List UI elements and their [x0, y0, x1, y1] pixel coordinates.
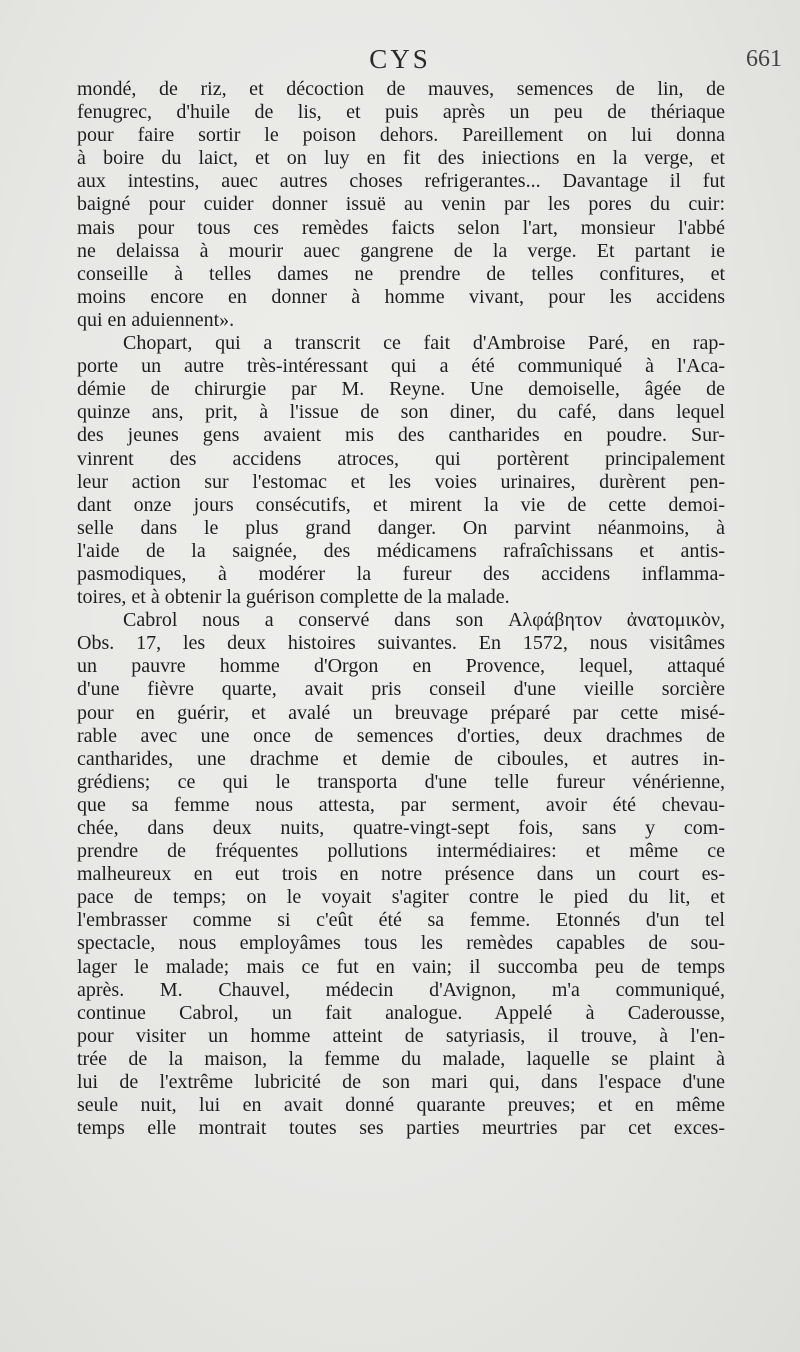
text-line: spectacle, nous employâmes tous les remèdes capables de sou- — [77, 932, 725, 955]
text-line: mondé, de riz, et décoction de mauves, semences de lin, de — [77, 78, 725, 100]
text-line: grédiens; ce qui le transporta d'une telle fureur vénérienne, — [77, 770, 725, 793]
text-line: continue Cabrol, un fait analogue. Appelé à Caderousse, — [77, 1001, 725, 1024]
text-line: fenugrec, d'huile de lis, et puis après un peu de thériaque — [77, 101, 725, 124]
text-line: lager le malade; mais ce fut en vain; il succomba peu de temps — [77, 955, 725, 978]
text-line: un pauvre homme d'Orgon en Provence, lequel, attaqué — [77, 655, 725, 678]
running-head: CYS — [369, 44, 431, 74]
text-line: Cabrol nous a conservé dans son Αλφάβητον ἀνατομικὸν, — [123, 609, 725, 632]
text-line: selle dans le plus grand danger. On parvint néanmoins, à — [77, 516, 725, 539]
text-line: pasmodiques, à modérer la fureur des accidens inflamma- — [77, 562, 725, 585]
text-line: pour en guérir, et avalé un breuvage préparé par cette misé- — [77, 701, 725, 724]
text-line: toires, et à obtenir la guérison complette de la malade. — [77, 586, 510, 609]
text-line: pace de temps; on le voyait s'agiter contre le pied du lit, et — [77, 886, 725, 909]
text-line: moins encore en donner à homme vivant, pour les accidens — [77, 285, 725, 308]
text-line: aux intestins, auec autres choses refrigerantes... Davantage il fut — [77, 170, 725, 193]
text-line: porte un autre très-intéressant qui a été communiqué à l'Aca- — [77, 355, 725, 378]
page-header — [0, 44, 800, 78]
text-line: des jeunes gens avaient mis des cantharides en poudre. Sur- — [77, 424, 725, 447]
text-line: que sa femme nous attesta, par serment, avoir été chevau- — [77, 793, 725, 816]
text-line: démie de chirurgie par M. Reyne. Une demoiselle, âgée de — [77, 378, 725, 401]
text-line: dant onze jours consécutifs, et mirent la vie de cette demoi- — [77, 493, 725, 516]
text-line: vinrent des accidens atroces, qui portèrent principalement — [77, 447, 725, 470]
text-line: baigné pour cuider donner issuë au venin par les pores du cuir: — [77, 193, 725, 216]
text-line: mais pour tous ces remèdes faicts selon l'art, monsieur l'abbé — [77, 216, 725, 239]
text-line: seule nuit, lui en avait donné quarante preuves; et en même — [77, 1094, 725, 1117]
text-line: rable avec une once de semences d'orties, deux drachmes de — [77, 724, 725, 747]
page-number: 661 — [746, 46, 782, 72]
text-line: chée, dans deux nuits, quatre-vingt-sept fois, sans y com- — [77, 817, 725, 839]
text-line: pour visiter un homme atteint de satyriasis, il trouve, à l'en- — [77, 1024, 725, 1047]
text-line: trée de la maison, la femme du malade, laquelle se plaint à — [77, 1047, 725, 1070]
text-line: quinze ans, prit, à l'issue de son diner, du café, dans lequel — [77, 401, 725, 424]
text-line: d'une fièvre quarte, avait pris conseil d'une vieille sorcière — [77, 678, 725, 701]
text-line: l'embrasser comme si c'eût été sa femme. Etonnés d'un tel — [77, 909, 725, 932]
text-line: après. M. Chauvel, médecin d'Avignon, m'a communiqué, — [77, 978, 725, 1001]
text-line: Chopart, qui a transcrit ce fait d'Ambroise Paré, en rap- — [123, 332, 725, 355]
body-text — [77, 78, 725, 1140]
text-line: lui de l'extrême lubricité de son mari qui, dans l'espace d'une — [77, 1071, 725, 1094]
text-line: cantharides, une drachme et demie de ciboules, et autres in- — [77, 747, 725, 770]
text-line: ne delaissa à mourir auec gangrene de la verge. Et partant ie — [77, 239, 725, 262]
text-line: l'aide de la saignée, des médicamens rafraîchissans et antis- — [77, 539, 725, 562]
text-line: pour faire sortir le poison dehors. Pareillement on lui donna — [77, 124, 725, 147]
text-line: qui en aduiennent». — [77, 308, 235, 331]
text-line: malheureux en eut trois en notre présence dans un court es- — [77, 863, 725, 886]
text-line: conseille à telles dames ne prendre de telles confitures, et — [77, 262, 725, 285]
text-line: Obs. 17, les deux histoires suivantes. En 1572, nous visitâmes — [77, 632, 725, 655]
text-line: temps elle montrait toutes ses parties meurtries par cet exces- — [77, 1117, 725, 1140]
text-line: à boire du laict, et on luy en fit des iniections en la verge, et — [77, 147, 725, 170]
text-line: prendre de fréquentes pollutions intermédiaires: et même ce — [77, 840, 725, 863]
text-line: leur action sur l'estomac et les voies urinaires, durèrent pen- — [77, 470, 725, 493]
